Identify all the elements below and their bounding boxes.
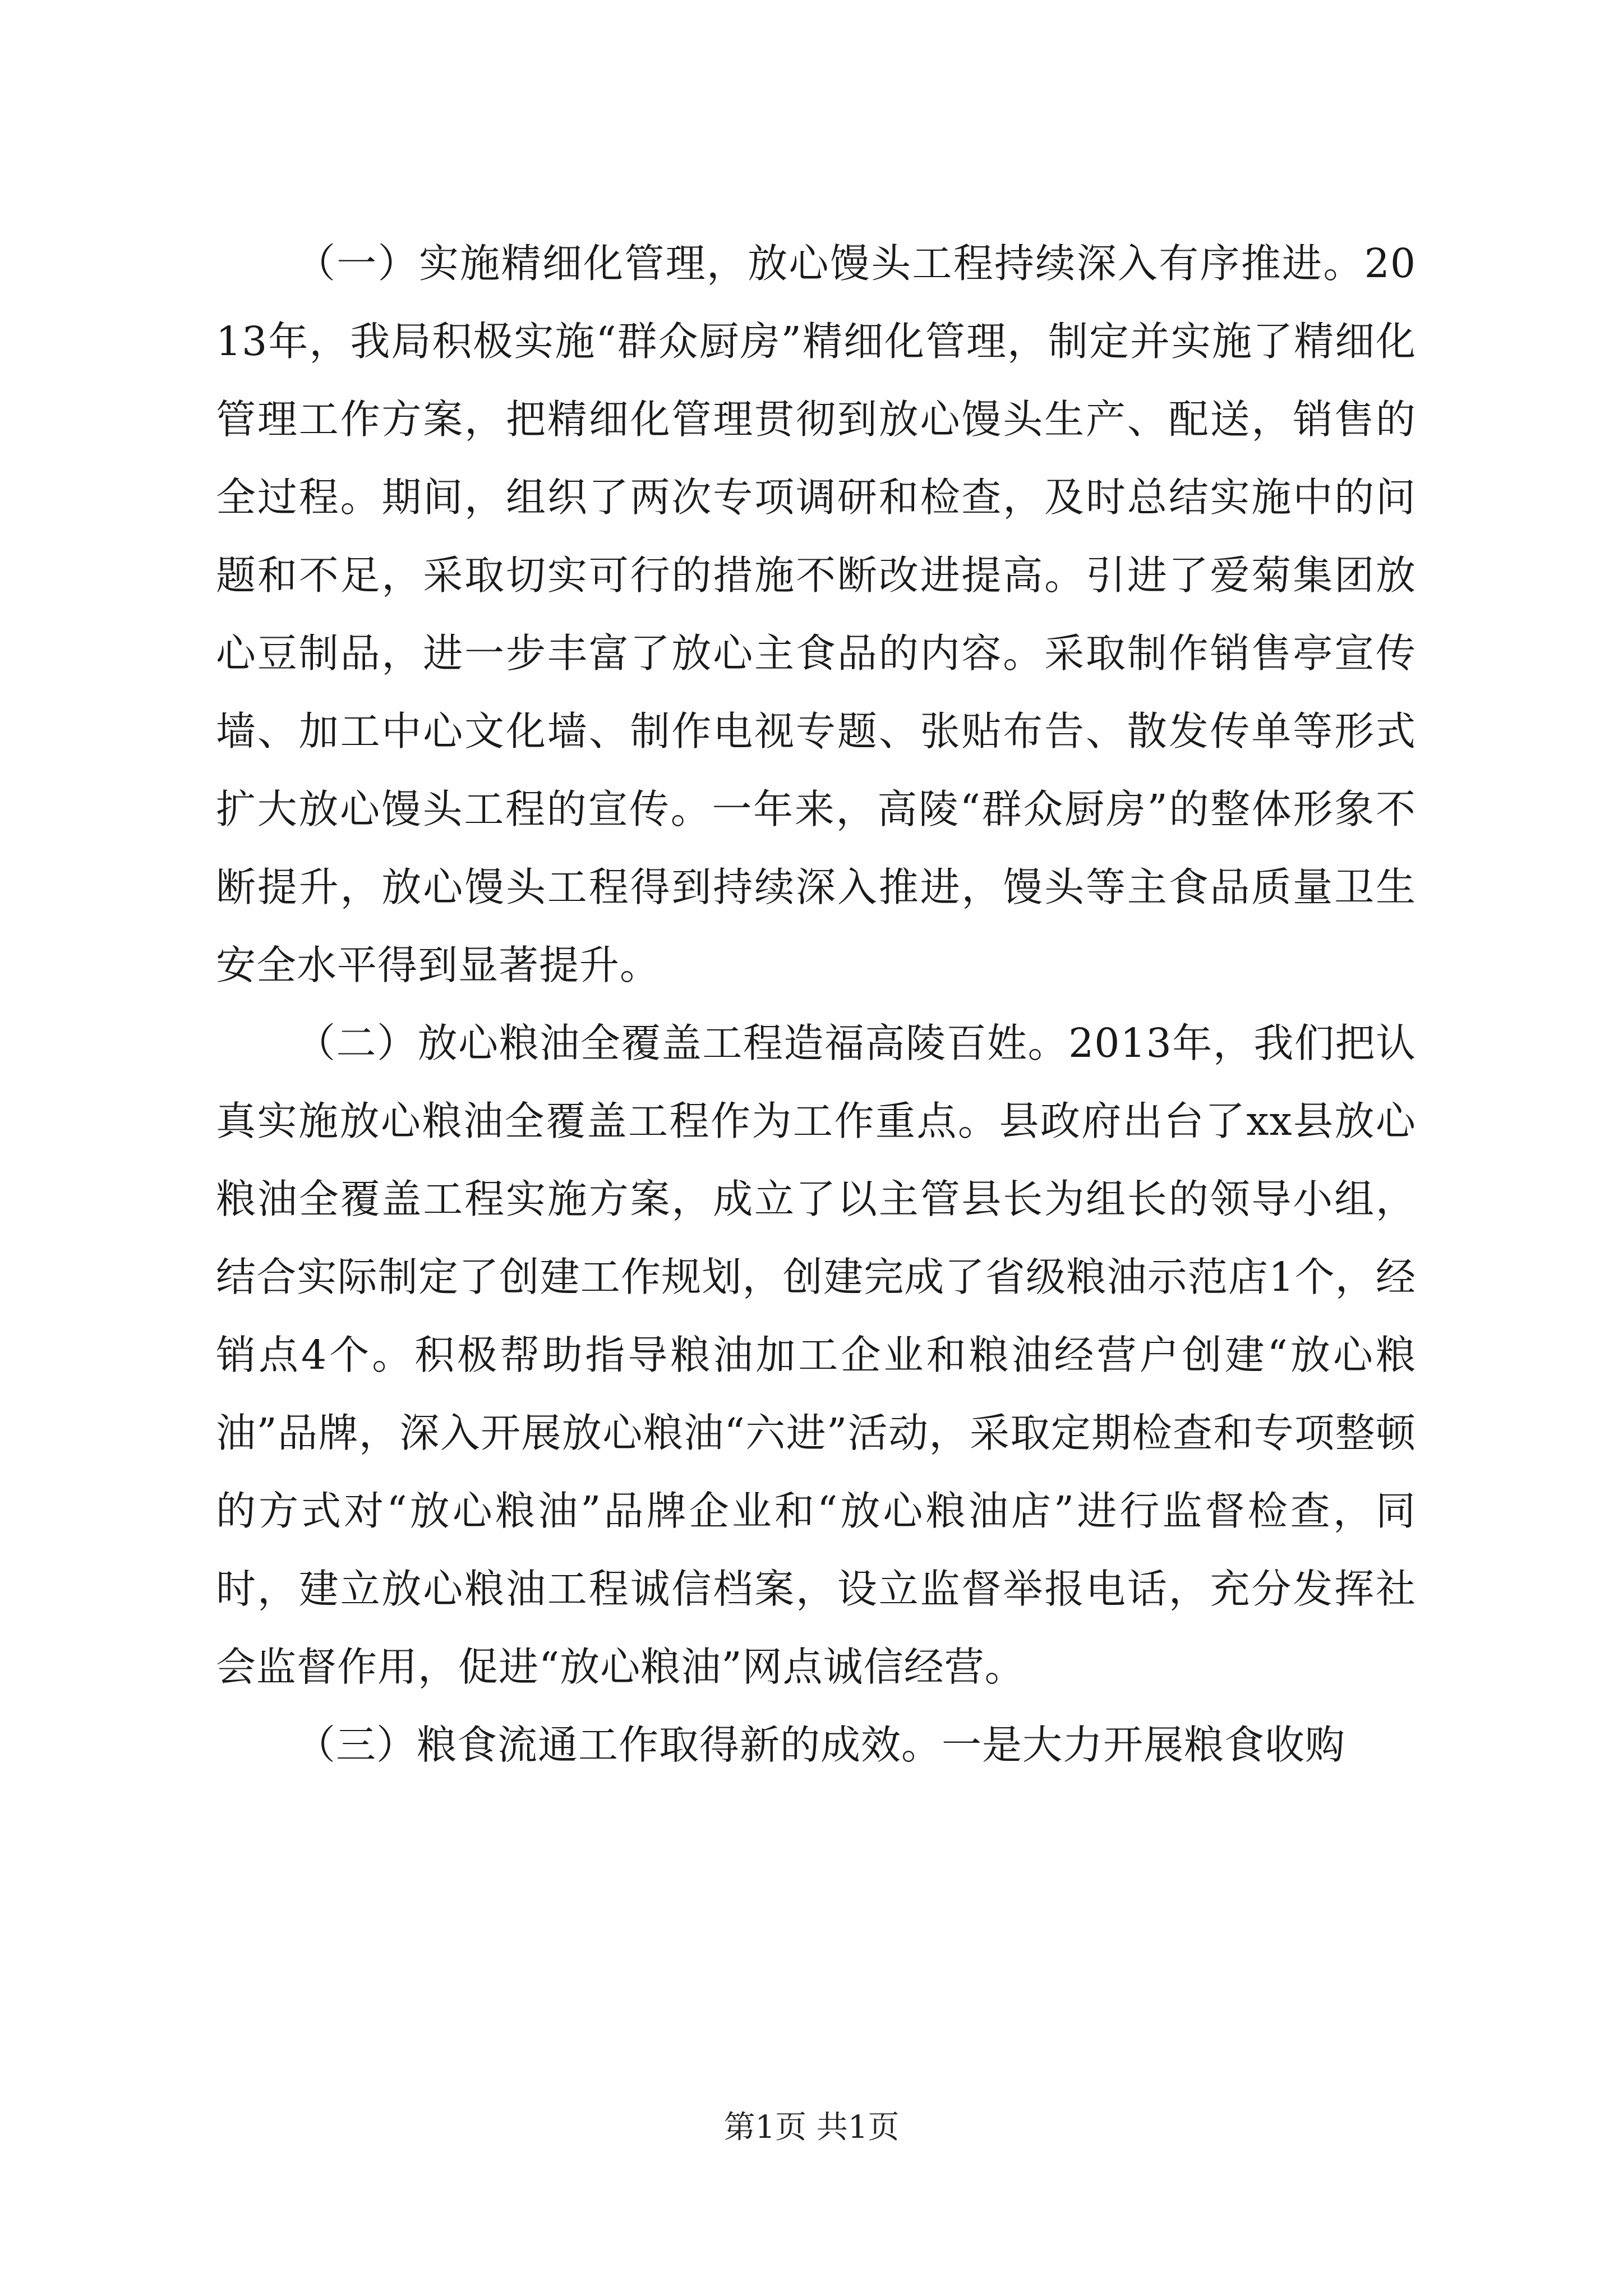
- paragraph-3: （三）粮食流通工作取得新的成效。一是大力开展粮食收购: [296, 1722, 1346, 1768]
- paragraph-1: （一）实施精细化管理，放心馒头工程持续深入有序推进。2013年，我局积极实施“群众厨房”精细化管理，制定并实施了精细化管理工作方案，把精细化管理贯彻到放心馒头生产、配送，销售的全过程。期间，组织了两次专项调研和检查，及时总结实施中的问题和不足，采取切实可行的措施不断改进提高。引进了爱菊集团放心豆制品，进一步丰富了放心主食品的内容。采取制作销售亭宣传墙、加工中心文化墙、制作电视专题、张贴布告、散发传单等形式扩大放心馒头工程的宣传。一年来，高陵“群众厨房”的整体形象不断提升，放心馒头工程得到持续深入推进，馒头等主食品质量卫生安全水平得到显著提升。: [216, 240, 1416, 988]
- document-body: [216, 224, 1416, 1784]
- paragraph-2: （二）放心粮油全覆盖工程造福高陵百姓。2013年，我们把认真实施放心粮油全覆盖工程作为工作重点。县政府出台了xx县放心粮油全覆盖工程实施方案，成立了以主管县长为组长的领导小组，结合实际制定了创建工作规划，创建完成了省级粮油示范店1个，经销点4个。积极帮助指导粮油加工企业和粮油经营户创建“放心粮油”品牌，深入开展放心粮油“六进”活动，采取定期检查和专项整顿的方式对“放心粮油”品牌企业和“放心粮油店”进行监督检查，同时，建立放心粮油工程诚信档案，设立监督举报电话，充分发挥社会监督作用，促进“放心粮油”网点诚信经营。: [216, 1020, 1416, 1690]
- page-footer: 第1页 共1页: [723, 2109, 900, 2146]
